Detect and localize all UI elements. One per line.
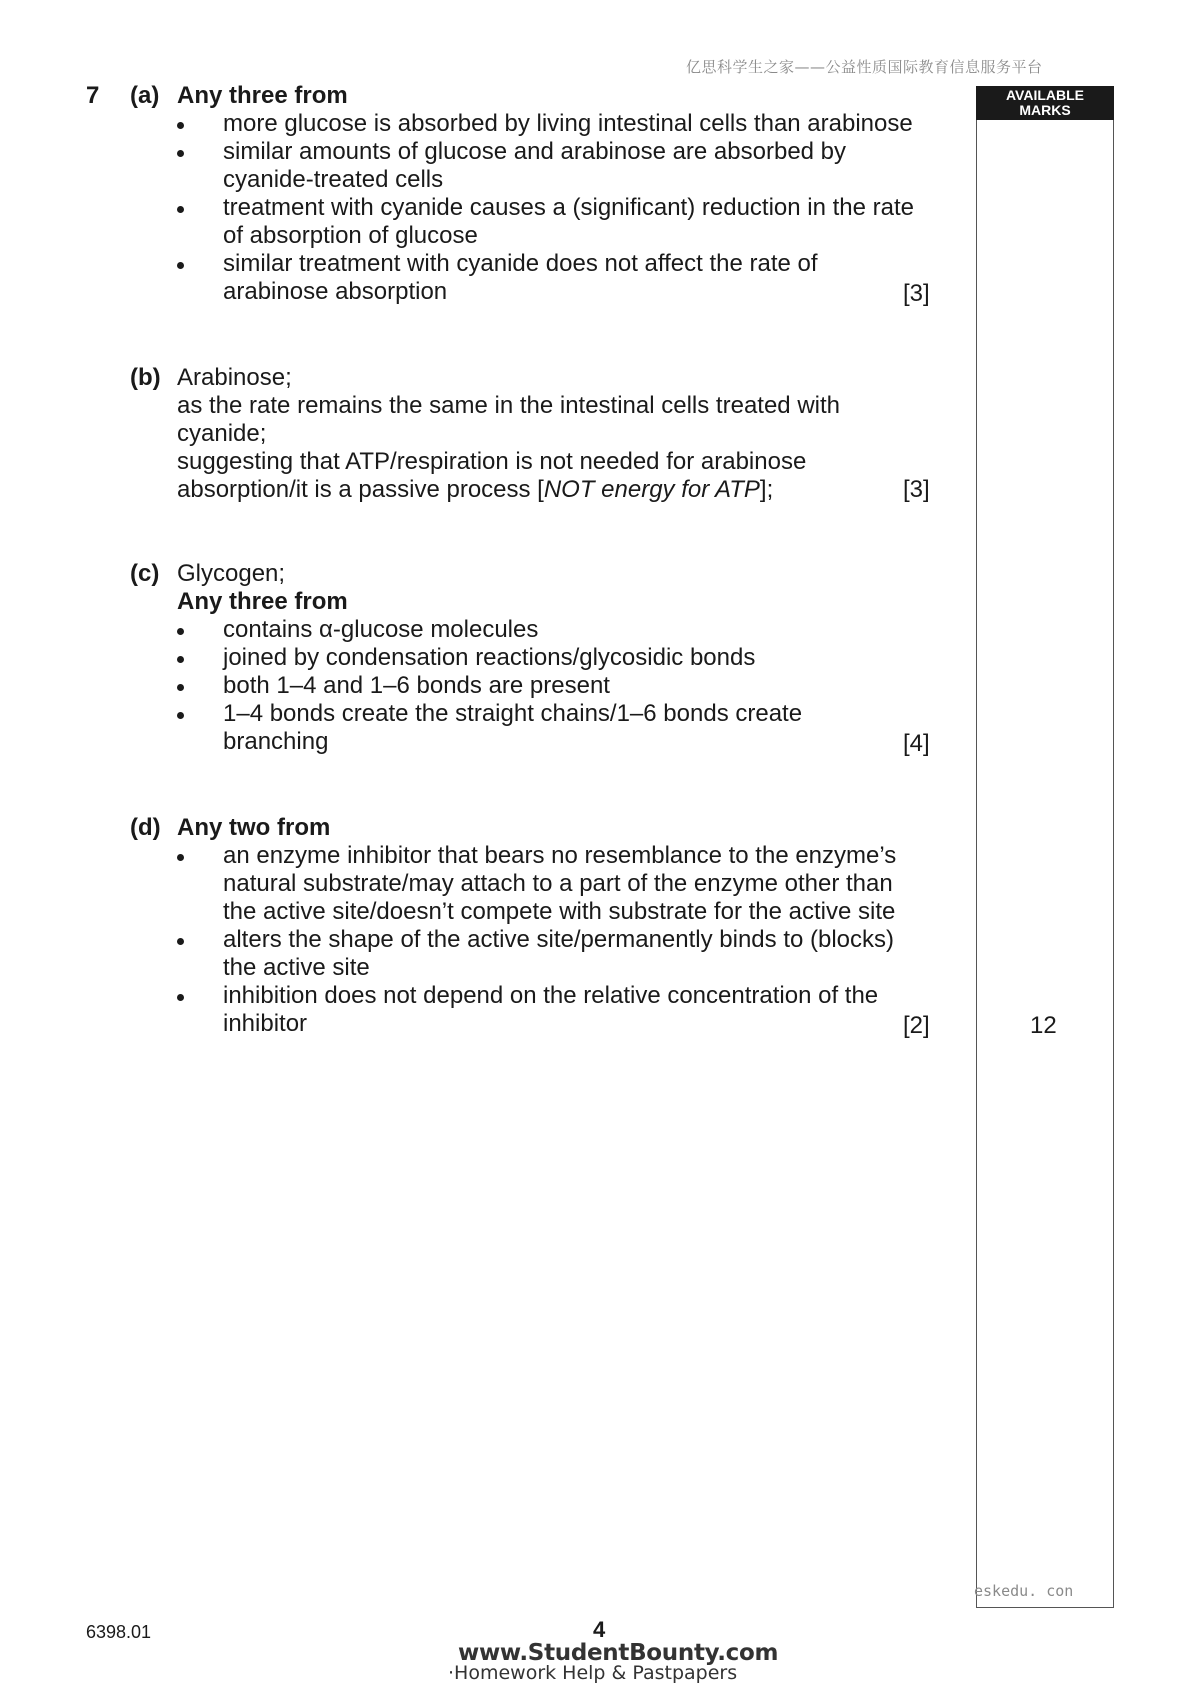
item-line: arabinose absorption: [223, 278, 448, 305]
marks-heading-line2: MARKS: [1019, 102, 1071, 118]
studentbounty-url: www.StudentBounty.com: [458, 1640, 779, 1666]
question-number: 7: [86, 82, 100, 109]
total-marks: 12: [1030, 1012, 1057, 1039]
item-line: similar amounts of glucose and arabinose are absorbed by: [223, 138, 847, 165]
part-a-label: (a): [130, 82, 160, 109]
text-line: as the rate remains the same in the intestinal cells treated with: [177, 392, 840, 419]
studentbounty-tagline: ·Homework Help & Pastpapers: [448, 1662, 738, 1684]
part-b-label: (b): [130, 364, 161, 391]
text-span: absorption/it is a passive process [: [177, 476, 544, 503]
part-d-label: (d): [130, 814, 161, 841]
item-line: the active site: [223, 954, 370, 981]
item-line: inhibition does not depend on the relative concentration of the: [223, 982, 879, 1009]
part-c-intro: Glycogen;: [177, 560, 286, 587]
bullet: [177, 712, 184, 719]
bullet: [177, 854, 184, 861]
watermark: eskedu. con: [974, 1582, 1074, 1600]
item-line: natural substrate/may attach to a part of the enzyme other than: [223, 870, 893, 897]
item-line: cyanide-treated cells: [223, 166, 444, 193]
item-line: alters the shape of the active site/permanently binds to (blocks): [223, 926, 895, 953]
part-d-mark: [2]: [903, 1012, 930, 1039]
item-line: inhibitor: [223, 1010, 308, 1037]
bullet: [177, 122, 184, 129]
header-note: 亿思科学生之家——公益性质国际教育信息服务平台: [686, 58, 1043, 76]
item-line: both 1–4 and 1–6 bonds are present: [223, 672, 610, 699]
item-line: treatment with cyanide causes a (significant) reduction in the rate: [223, 194, 915, 221]
bullet: [177, 994, 184, 1001]
item-line: an enzyme inhibitor that bears no resemblance to the enzyme’s: [223, 842, 897, 869]
item-line: the active site/doesn’t compete with substrate for the active site: [223, 898, 896, 925]
text-line: [177, 476, 840, 504]
available-marks-column: [976, 86, 1114, 1608]
part-b-mark: [3]: [903, 476, 930, 503]
item-line: 1–4 bonds create the straight chains/1–6 bonds create: [223, 700, 803, 727]
item-line: contains α-glucose molecules: [223, 616, 539, 643]
part-d-heading: Any two from: [177, 814, 331, 841]
bullet: [177, 206, 184, 213]
paper-code: 6398.01: [86, 1622, 152, 1642]
item-line: joined by condensation reactions/glycosidic bonds: [223, 644, 756, 671]
bullet: [177, 656, 184, 663]
part-c-mark: [4]: [903, 730, 930, 757]
bullet: [177, 684, 184, 691]
marks-heading-line1: AVAILABLE: [1005, 87, 1085, 103]
part-c-label: (c): [130, 560, 160, 587]
item-line: similar treatment with cyanide does not affect the rate of: [223, 250, 818, 277]
text-line: suggesting that ATP/respiration is not needed for arabinose: [177, 448, 807, 475]
part-a-heading: Any three from: [177, 82, 348, 109]
item-line: of absorption of glucose: [223, 222, 478, 249]
italic-note: NOT energy for ATP: [543, 476, 760, 503]
bullet: [177, 150, 184, 157]
page-number: 4: [593, 1617, 606, 1642]
part-a-mark: [3]: [903, 280, 930, 307]
part-c-heading: Any three from: [177, 588, 348, 615]
bullet: [177, 628, 184, 635]
part-b-text: [177, 364, 840, 504]
bullet: [177, 262, 184, 269]
text-line: cyanide;: [177, 420, 267, 447]
item-line: more glucose is absorbed by living intestinal cells than arabinose: [223, 110, 913, 137]
item-line: branching: [223, 728, 329, 755]
text-line: Arabinose;: [177, 364, 292, 391]
available-marks-heading: [976, 86, 1114, 120]
text-span: ];: [759, 476, 774, 503]
bullet: [177, 938, 184, 945]
